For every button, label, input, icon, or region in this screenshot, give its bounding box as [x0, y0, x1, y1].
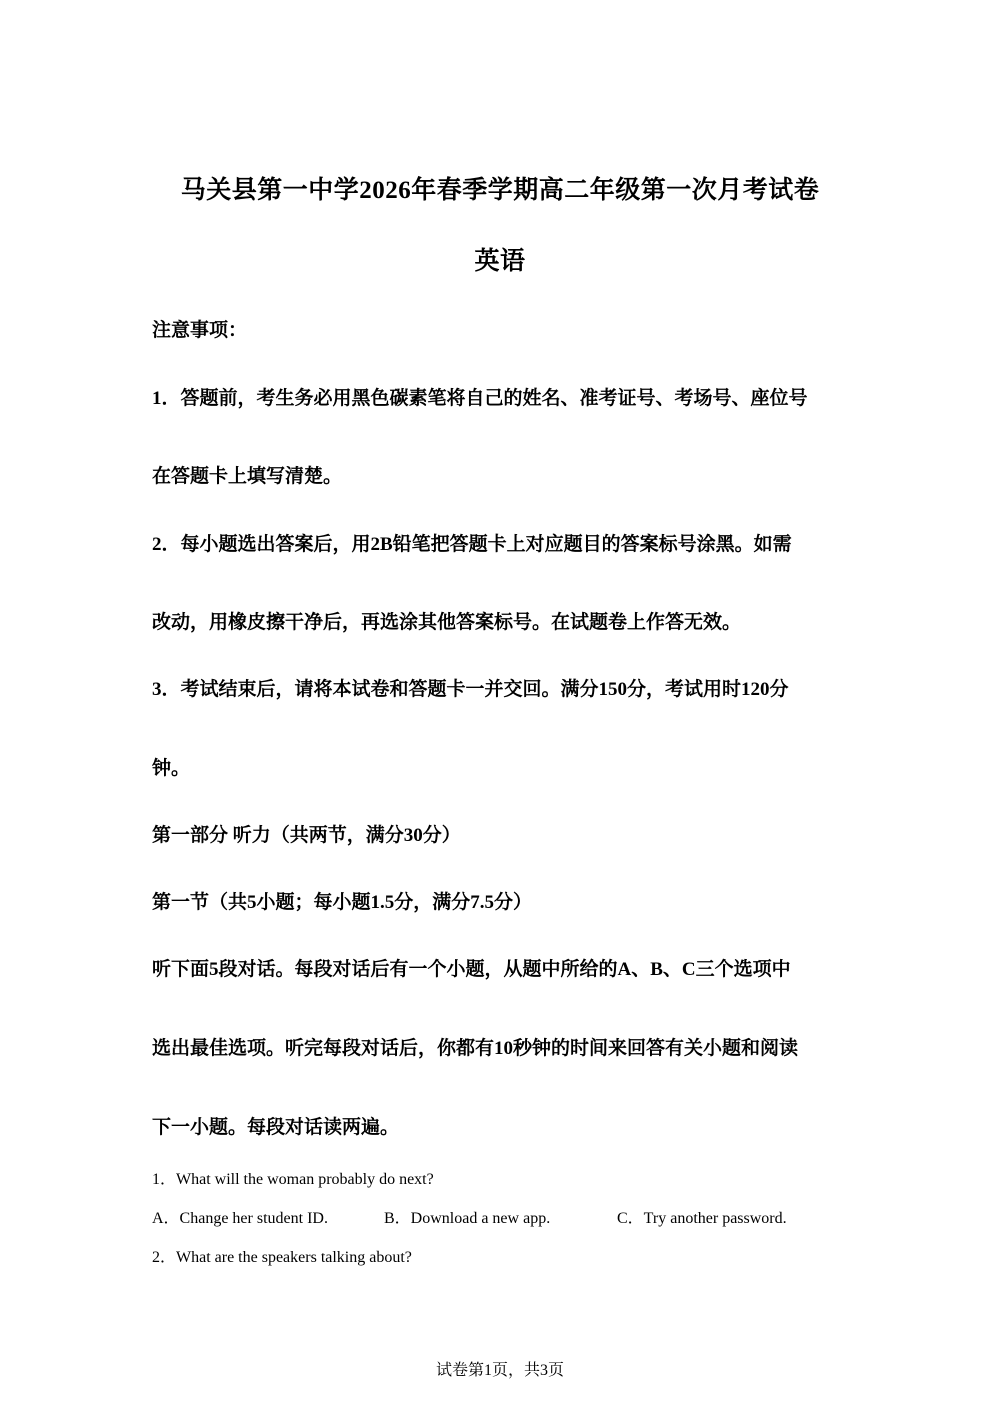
notice-line: 改动，用橡皮擦干净后，再选涂其他答案标号。在试题卷上作答无效。 [152, 612, 742, 633]
page-footer: 试卷第1页，共3页 [435, 1362, 564, 1379]
notice-line: 3．考试结束后，请将本试卷和答题卡一并交回。满分150分，考试用时120分 [152, 679, 789, 700]
question-stem: 1．What will the woman probably do next? [152, 1171, 434, 1188]
instruction-line: 选出最佳选项。听完每段对话后，你都有10秒钟的时间来回答有关小题和阅读 [152, 1038, 799, 1059]
notice-line: 在答题卡上填写清楚。 [152, 466, 343, 487]
notice-line: 钟。 [152, 758, 191, 779]
question-stem: 2．What are the speakers talking about? [152, 1249, 412, 1266]
part-heading: 第一部分 听力（共两节，满分30分） [152, 825, 461, 846]
option-a: A．Change her student ID. [152, 1210, 328, 1227]
notice-line: 1．答题前，考生务必用黑色碳素笔将自己的姓名、准考证号、考场号、座位号 [152, 388, 808, 409]
instruction-line: 听下面5段对话。每段对话后有一个小题，从题中所给的A、B、C三个选项中 [152, 959, 791, 980]
section-heading: 第一节（共5小题；每小题1.5分，满分7.5分） [152, 892, 533, 913]
notice-line: 2．每小题选出答案后，用2B铅笔把答题卡上对应题目的答案标号涂黑。如需 [152, 534, 792, 555]
exam-title: 马关县第一中学2026年春季学期高二年级第一次月考试卷 [180, 177, 820, 204]
option-b: B．Download a new app. [384, 1210, 551, 1227]
option-c: C．Try another password. [617, 1210, 787, 1227]
exam-subject: 英语 [474, 248, 526, 275]
notice-heading: 注意事项： [152, 320, 248, 341]
instruction-line: 下一小题。每段对话读两遍。 [152, 1117, 400, 1138]
